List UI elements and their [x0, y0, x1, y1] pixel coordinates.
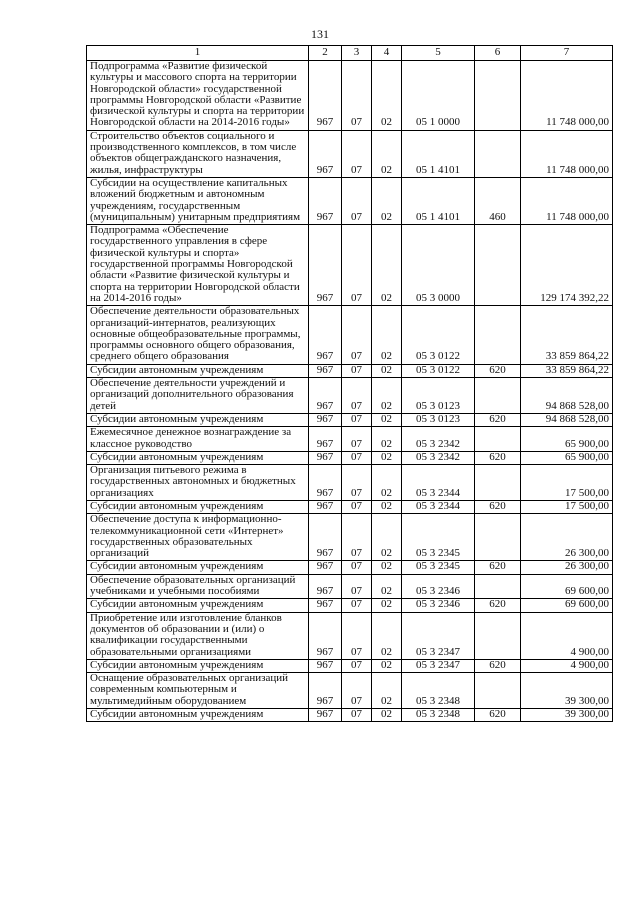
expense-type-cell	[475, 514, 521, 561]
amount-cell: 69 600,00	[521, 599, 613, 612]
table-row	[87, 574, 613, 599]
amount-cell: 4 900,00	[521, 612, 613, 659]
section-cell: 07	[342, 130, 372, 177]
subsection-cell: 02	[372, 599, 402, 612]
table-row	[87, 61, 613, 131]
table-row	[87, 306, 613, 364]
section-cell: 07	[342, 413, 372, 426]
expense-type-cell: 620	[475, 659, 521, 672]
table-row	[87, 451, 613, 464]
amount-cell: 26 300,00	[521, 561, 613, 574]
budget-table	[86, 45, 613, 722]
subsection-cell: 02	[372, 427, 402, 452]
section-cell: 07	[342, 514, 372, 561]
section-cell: 07	[342, 61, 372, 131]
expense-type-cell: 620	[475, 709, 521, 722]
admin-code-cell: 967	[309, 574, 342, 599]
subsection-cell: 02	[372, 130, 402, 177]
expense-type-cell: 460	[475, 177, 521, 224]
table-row	[87, 130, 613, 177]
admin-code-cell: 967	[309, 177, 342, 224]
amount-cell: 39 300,00	[521, 673, 613, 709]
subsection-cell: 02	[372, 500, 402, 513]
admin-code-cell: 967	[309, 659, 342, 672]
subsection-cell: 02	[372, 659, 402, 672]
table-row	[87, 673, 613, 709]
admin-code-cell: 967	[309, 673, 342, 709]
row-name-cell: Обеспечение образовательных организаций учебниками и учебными пособиями	[87, 574, 309, 599]
admin-code-cell: 967	[309, 413, 342, 426]
expense-type-cell	[475, 574, 521, 599]
admin-code-cell: 967	[309, 709, 342, 722]
amount-cell: 94 868 528,00	[521, 413, 613, 426]
subsection-cell: 02	[372, 673, 402, 709]
column-header: 7	[521, 46, 613, 61]
table-row	[87, 561, 613, 574]
section-cell: 07	[342, 659, 372, 672]
admin-code-cell: 967	[309, 61, 342, 131]
subsection-cell: 02	[372, 561, 402, 574]
column-header: 5	[402, 46, 475, 61]
expense-type-cell: 620	[475, 364, 521, 377]
row-name-cell: Строительство объектов социального и производственного комплексов, в том числе объектов общегражданского назначения, жилья, инфраструктуры	[87, 130, 309, 177]
table-row	[87, 427, 613, 452]
amount-cell: 33 859 864,22	[521, 306, 613, 364]
amount-cell: 17 500,00	[521, 465, 613, 501]
amount-cell: 65 900,00	[521, 427, 613, 452]
row-name-cell: Приобретение или изготовление бланков документов об образовании и (или) о квалификации государственными образовательными организациями	[87, 612, 309, 659]
table-row	[87, 225, 613, 306]
admin-code-cell: 967	[309, 364, 342, 377]
target-item-cell: 05 3 2345	[402, 561, 475, 574]
section-cell: 07	[342, 500, 372, 513]
admin-code-cell: 967	[309, 514, 342, 561]
amount-cell: 65 900,00	[521, 451, 613, 464]
amount-cell: 17 500,00	[521, 500, 613, 513]
admin-code-cell: 967	[309, 500, 342, 513]
section-cell: 07	[342, 306, 372, 364]
section-cell: 07	[342, 574, 372, 599]
page-number: 131	[311, 27, 329, 41]
expense-type-cell	[475, 612, 521, 659]
target-item-cell: 05 1 4101	[402, 130, 475, 177]
subsection-cell: 02	[372, 514, 402, 561]
column-header: 2	[309, 46, 342, 61]
amount-cell: 11 748 000,00	[521, 61, 613, 131]
section-cell: 07	[342, 364, 372, 377]
table-row	[87, 500, 613, 513]
target-item-cell: 05 3 0123	[402, 413, 475, 426]
admin-code-cell: 967	[309, 465, 342, 501]
column-header: 4	[372, 46, 402, 61]
expense-type-cell: 620	[475, 561, 521, 574]
target-item-cell: 05 3 0122	[402, 306, 475, 364]
row-name-cell: Субсидии автономным учреждениям	[87, 709, 309, 722]
admin-code-cell: 967	[309, 306, 342, 364]
subsection-cell: 02	[372, 61, 402, 131]
section-cell: 07	[342, 561, 372, 574]
table-row	[87, 612, 613, 659]
table-row	[87, 465, 613, 501]
subsection-cell: 02	[372, 306, 402, 364]
target-item-cell: 05 1 0000	[402, 61, 475, 131]
target-item-cell: 05 3 2346	[402, 574, 475, 599]
section-cell: 07	[342, 177, 372, 224]
row-name-cell: Обеспечение деятельности учреждений и организаций дополнительного образования детей	[87, 378, 309, 414]
expense-type-cell	[475, 61, 521, 131]
target-item-cell: 05 3 0123	[402, 378, 475, 414]
row-name-cell: Субсидии на осуществление капитальных вложений бюджетным и автономным учреждениям, государственным (муниципальным) унитарным предприятиям	[87, 177, 309, 224]
row-name-cell: Субсидии автономным учреждениям	[87, 659, 309, 672]
row-name-cell: Субсидии автономным учреждениям	[87, 561, 309, 574]
amount-cell: 69 600,00	[521, 574, 613, 599]
target-item-cell: 05 3 2348	[402, 709, 475, 722]
table-row	[87, 514, 613, 561]
admin-code-cell: 967	[309, 451, 342, 464]
section-cell: 07	[342, 612, 372, 659]
section-cell: 07	[342, 225, 372, 306]
row-name-cell: Ежемесячное денежное вознаграждение за классное руководство	[87, 427, 309, 452]
column-header: 6	[475, 46, 521, 61]
table-row	[87, 378, 613, 414]
admin-code-cell: 967	[309, 561, 342, 574]
section-cell: 07	[342, 378, 372, 414]
target-item-cell: 05 3 2347	[402, 659, 475, 672]
subsection-cell: 02	[372, 612, 402, 659]
expense-type-cell	[475, 427, 521, 452]
section-cell: 07	[342, 465, 372, 501]
column-header: 1	[87, 46, 309, 61]
expense-type-cell	[475, 130, 521, 177]
expense-type-cell	[475, 465, 521, 501]
expense-type-cell	[475, 306, 521, 364]
row-name-cell: Субсидии автономным учреждениям	[87, 364, 309, 377]
expense-type-cell	[475, 225, 521, 306]
admin-code-cell: 967	[309, 378, 342, 414]
expense-type-cell: 620	[475, 500, 521, 513]
amount-cell: 11 748 000,00	[521, 130, 613, 177]
table-header-row	[87, 46, 613, 61]
column-header: 3	[342, 46, 372, 61]
target-item-cell: 05 3 2345	[402, 514, 475, 561]
subsection-cell: 02	[372, 709, 402, 722]
subsection-cell: 02	[372, 177, 402, 224]
subsection-cell: 02	[372, 451, 402, 464]
subsection-cell: 02	[372, 574, 402, 599]
target-item-cell: 05 3 0000	[402, 225, 475, 306]
target-item-cell: 05 3 2344	[402, 500, 475, 513]
admin-code-cell: 967	[309, 612, 342, 659]
row-name-cell: Субсидии автономным учреждениям	[87, 500, 309, 513]
subsection-cell: 02	[372, 225, 402, 306]
subsection-cell: 02	[372, 413, 402, 426]
target-item-cell: 05 3 2347	[402, 612, 475, 659]
row-name-cell: Субсидии автономным учреждениям	[87, 413, 309, 426]
target-item-cell: 05 3 2342	[402, 427, 475, 452]
row-name-cell: Оснащение образовательных организаций современным компьютерным и мультимедийным оборудованием	[87, 673, 309, 709]
amount-cell: 33 859 864,22	[521, 364, 613, 377]
subsection-cell: 02	[372, 465, 402, 501]
row-name-cell: Организация питьевого режима в государственных автономных и бюджетных организациях	[87, 465, 309, 501]
amount-cell: 39 300,00	[521, 709, 613, 722]
target-item-cell: 05 3 0122	[402, 364, 475, 377]
expense-type-cell	[475, 378, 521, 414]
row-name-cell: Подпрограмма «Обеспечение государственного управления в сфере физической культуры и спорта» государственной программы Новгородской области «Развитие физической культуры и спорта на территории Новгородской области на 2014-2016 годы»	[87, 225, 309, 306]
table-row	[87, 413, 613, 426]
row-name-cell: Субсидии автономным учреждениям	[87, 599, 309, 612]
target-item-cell: 05 3 2344	[402, 465, 475, 501]
section-cell: 07	[342, 599, 372, 612]
table-body	[87, 61, 613, 722]
section-cell: 07	[342, 709, 372, 722]
expense-type-cell: 620	[475, 599, 521, 612]
target-item-cell: 05 3 2348	[402, 673, 475, 709]
target-item-cell: 05 3 2342	[402, 451, 475, 464]
row-name-cell: Подпрограмма «Развитие физической культуры и массового спорта на территории Новгородской области» государственной программы Новгородской области «Развитие физической культуры и спорта на территории Новгородской области на 2014-2016 годы»	[87, 61, 309, 131]
table-row	[87, 659, 613, 672]
amount-cell: 11 748 000,00	[521, 177, 613, 224]
section-cell: 07	[342, 427, 372, 452]
amount-cell: 26 300,00	[521, 514, 613, 561]
admin-code-cell: 967	[309, 427, 342, 452]
table-row	[87, 177, 613, 224]
expense-type-cell: 620	[475, 451, 521, 464]
table-row	[87, 709, 613, 722]
amount-cell: 4 900,00	[521, 659, 613, 672]
amount-cell: 129 174 392,22	[521, 225, 613, 306]
expense-type-cell: 620	[475, 413, 521, 426]
section-cell: 07	[342, 673, 372, 709]
expense-type-cell	[475, 673, 521, 709]
table-row	[87, 599, 613, 612]
table-row	[87, 364, 613, 377]
row-name-cell: Обеспечение деятельности образовательных организаций-интернатов, реализующих основные общеобразовательные программы, программы основного общего образования, среднего общего образования	[87, 306, 309, 364]
row-name-cell: Обеспечение доступа к информационно-телекоммуникационной сети «Интернет» государственных образовательных организаций	[87, 514, 309, 561]
admin-code-cell: 967	[309, 225, 342, 306]
admin-code-cell: 967	[309, 130, 342, 177]
target-item-cell: 05 3 2346	[402, 599, 475, 612]
section-cell: 07	[342, 451, 372, 464]
amount-cell: 94 868 528,00	[521, 378, 613, 414]
target-item-cell: 05 1 4101	[402, 177, 475, 224]
subsection-cell: 02	[372, 364, 402, 377]
admin-code-cell: 967	[309, 599, 342, 612]
row-name-cell: Субсидии автономным учреждениям	[87, 451, 309, 464]
subsection-cell: 02	[372, 378, 402, 414]
